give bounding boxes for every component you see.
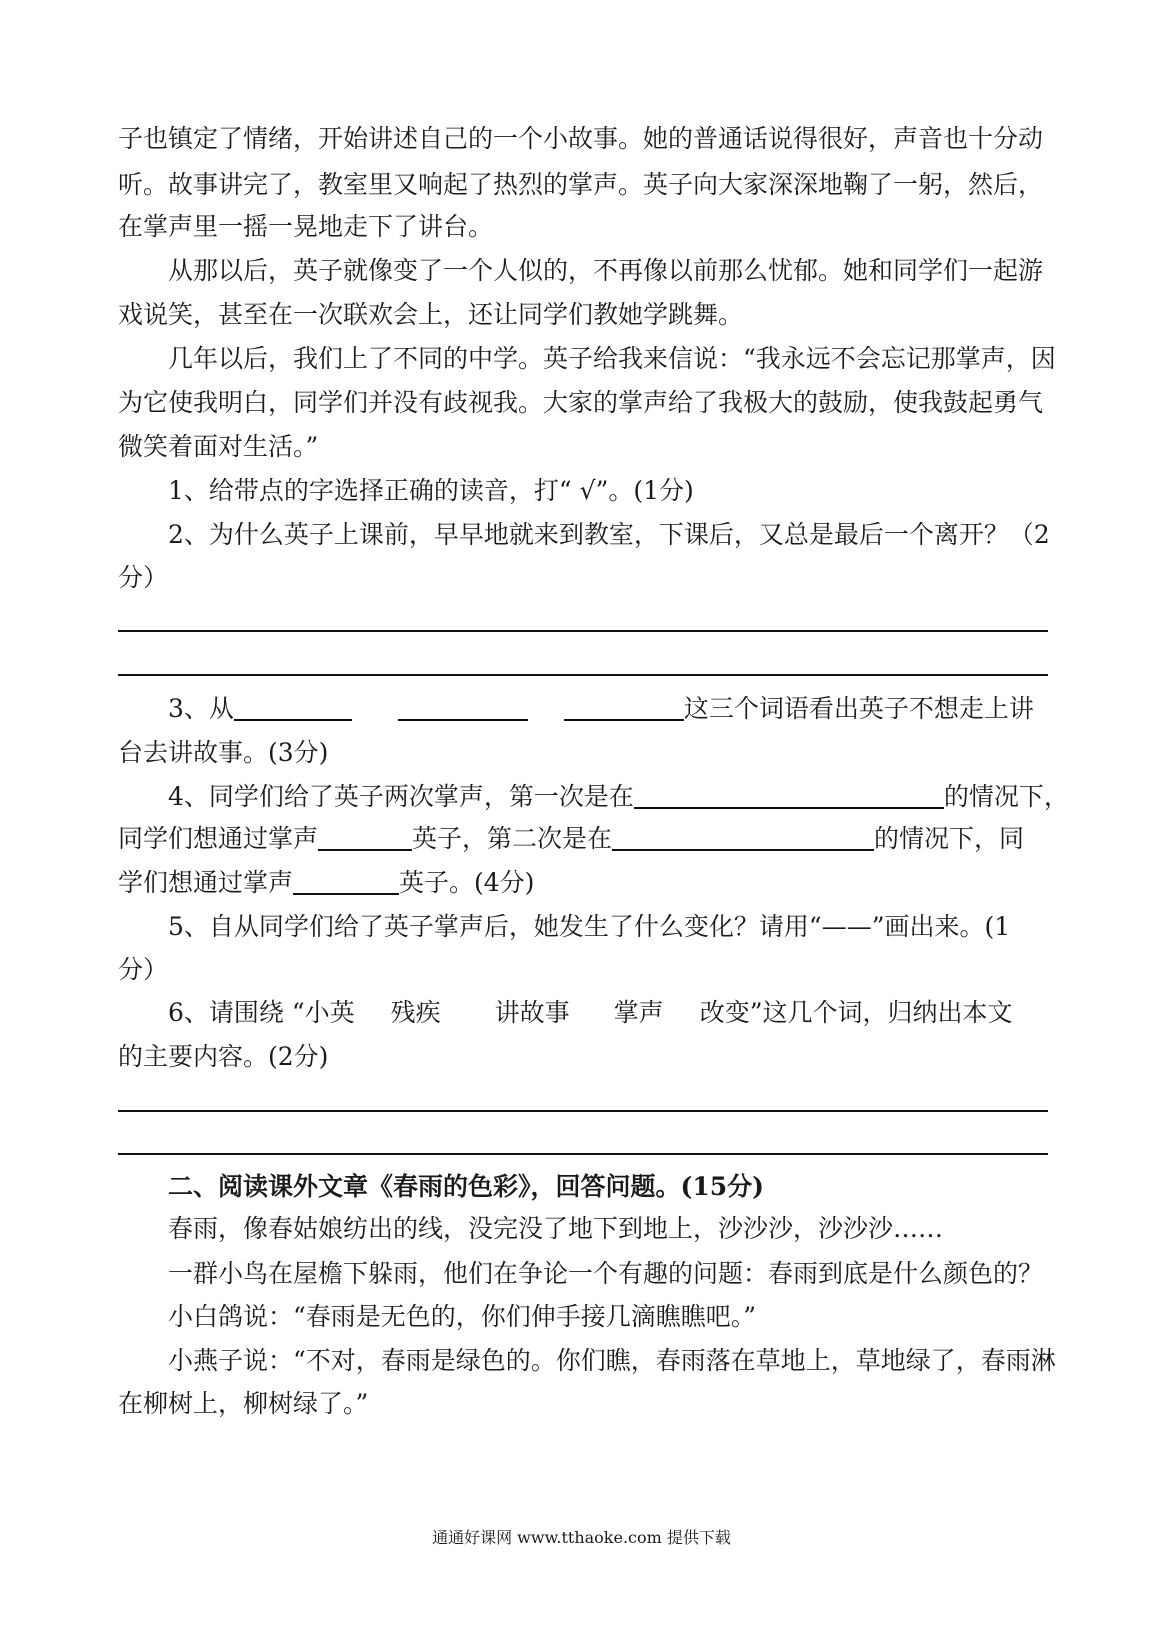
passage-line: 子也镇定了情绪，开始讲述自己的一个小故事。她的普通话说得很好，声音也十分动 (118, 124, 1044, 153)
answer-line[interactable] (118, 1153, 1048, 1155)
fill-blank[interactable] (612, 825, 874, 851)
passage-line: 从那以后，英子就像变了一个人似的，不再像以前那么忧郁。她和同学们一起游 (168, 256, 1044, 285)
question-6 (168, 998, 1048, 1028)
answer-line[interactable] (118, 630, 1048, 632)
passage-line: 一群小鸟在屋檐下躲雨，他们在争论一个有趣的问题：春雨到底是什么颜色的？ (168, 1259, 1044, 1288)
question-6-text: 6、请围绕 “小英 (168, 998, 355, 1027)
answer-line[interactable] (118, 1110, 1048, 1112)
passage-line: 小白鸽说：“春雨是无色的，你们伸手接几滴瞧瞧吧。” (168, 1302, 757, 1331)
question-6-cont: 的主要内容。(2分) (118, 1042, 329, 1071)
fill-blank[interactable] (293, 869, 399, 895)
question-4-cont (118, 868, 1048, 898)
fill-blank[interactable] (564, 695, 684, 721)
question-2: 2、为什么英子上课前，早早地就来到教室，下课后，又总是最后一个离开？（2 (168, 520, 1050, 549)
passage-line: 微笑着面对生活。” (118, 432, 319, 461)
section-heading: 二、阅读课外文章《春雨的色彩》，回答问题。(15分) (168, 1172, 764, 1201)
question-6-word: 残疾 (390, 998, 441, 1027)
question-4-cont (118, 824, 1048, 854)
question-6-word: 讲故事 (494, 998, 570, 1027)
question-5-cont: 分） (118, 955, 169, 984)
question-4-text: 同学们想通过掌声 (118, 824, 319, 853)
passage-line: 几年以后，我们上了不同的中学。英子给我来信说：“我永远不会忘记那掌声，因 (168, 344, 1056, 373)
fill-blank[interactable] (234, 695, 352, 721)
question-4 (168, 782, 1069, 812)
fill-blank[interactable] (318, 825, 412, 851)
question-4-text: 英子，第二次是在 (412, 824, 613, 853)
answer-line[interactable] (118, 674, 1048, 676)
passage-line: 在柳树上，柳树绿了。” (118, 1389, 369, 1418)
question-4-prefix: 4、同学们给了英子两次掌声，第一次是在 (168, 782, 634, 811)
page-footer: 通通好课网 www.tthaoke.com 提供下载 (432, 1528, 731, 1547)
question-3 (168, 694, 1048, 724)
question-2-cont: 分） (118, 563, 169, 592)
question-1: 1、给带点的字选择正确的读音，打“ √”。(1分) (168, 476, 694, 505)
fill-blank[interactable] (398, 695, 528, 721)
question-6-word: 掌声 (613, 998, 664, 1027)
passage-line: 为它使我明白，同学们并没有歧视我。大家的掌声给了我极大的鼓励，使我鼓起勇气 (118, 388, 1044, 417)
question-3-cont: 台去讲故事。(3分) (118, 738, 329, 767)
question-4-text: 学们想通过掌声 (118, 868, 294, 897)
question-5: 5、自从同学们给了英子掌声后，她发生了什么变化？请用“——”画出来。(1 (168, 912, 1011, 941)
question-4-suffix: 的情况下， (943, 782, 1069, 811)
question-4-text: 的情况下，同 (874, 824, 1025, 853)
question-3-prefix: 3、从 (168, 694, 234, 723)
fill-blank[interactable] (634, 783, 944, 809)
question-3-suffix: 这三个词语看出英子不想走上讲 (683, 694, 1034, 723)
passage-line: 春雨，像春姑娘纺出的线，没完没了地下到地上，沙沙沙，沙沙沙…… (168, 1214, 944, 1243)
question-4-text: 英子。(4分) (399, 868, 535, 897)
passage-line: 在掌声里一摇一晃地走下了讲台。 (118, 212, 494, 241)
passage-line: 听。故事讲完了，教室里又响起了热烈的掌声。英子向大家深深地鞠了一躬，然后， (118, 170, 1044, 199)
passage-line: 小燕子说：“不对，春雨是绿色的。你们瞧，春雨落在草地上，草地绿了，春雨淋 (168, 1346, 1056, 1375)
passage-line: 戏说笑，甚至在一次联欢会上，还让同学们教她学跳舞。 (118, 300, 744, 329)
question-6-text: 改变”这几个词，归纳出本文 (699, 998, 1013, 1027)
